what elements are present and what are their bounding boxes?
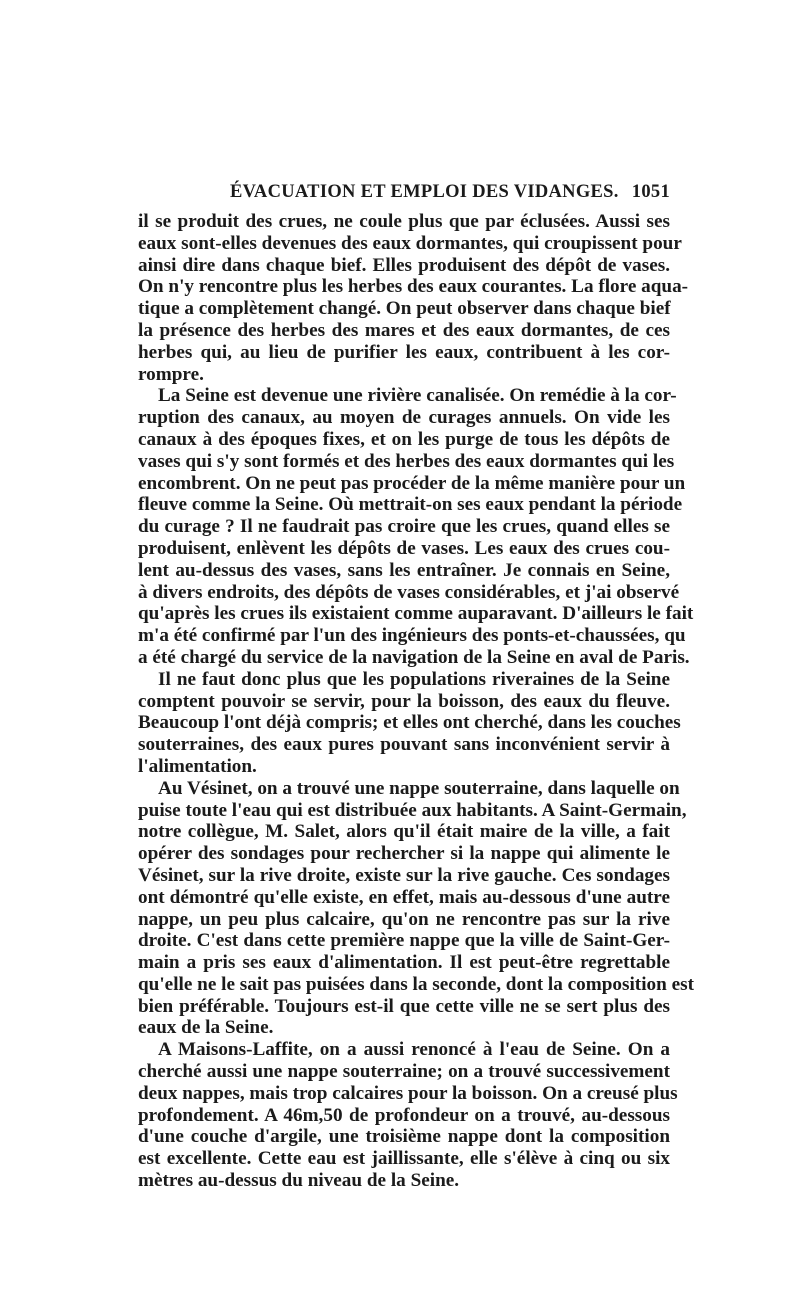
text-line: mètres au-dessus du niveau de la Seine. [138,1170,460,1192]
text-line: eaux de la Seine. [138,1017,274,1039]
text-line: Beaucoup l'ont déjà compris; et elles ont cherché, dans les couches [138,712,681,734]
paragraph [138,1039,678,1192]
text-line: herbes qui, au lieu de purifier les eaux, contribuent à les cor- [138,341,670,363]
text-line: du curage ? Il ne faudrait pas croire que les crues, quand elles se [138,516,670,538]
text-line: ont démontré qu'elle existe, en effet, mais au-dessous d'une autre [138,886,670,908]
text-line: fleuve comme la Seine. Où mettrait-on ses eaux pendant la période [138,494,683,516]
text-line: rompre. [138,363,204,385]
text-line: il se produit des crues, ne coule plus que par éclusées. Aussi ses [138,211,670,232]
text-line: Il ne faut donc plus que les populations riveraines de la Seine [158,668,670,690]
text-line: Au Vésinet, on a trouvé une nappe souterraine, dans laquelle on [158,777,680,799]
text-line: vases qui s'y sont formés et des herbes des eaux dormantes qui les [138,450,675,472]
text-line: encombrent. On ne peut pas procéder de la même manière pour un [138,472,686,494]
paragraph [138,385,694,668]
text-line: qu'elle ne le sait pas puisées dans la seconde, dont la composition est [138,973,694,995]
body-text [138,211,694,1192]
paragraph [138,211,689,385]
text-line: deux nappes, mais trop calcaires pour la boisson. On a creusé plus [138,1082,678,1104]
running-header [138,178,670,208]
text-line: Vésinet, sur la rive droite, existe sur la rive gauche. Ces sondages [138,864,670,886]
text-line: ainsi dire dans chaque bief. Elles produisent des dépôt de vases. [138,254,670,276]
paragraph [138,668,681,778]
text-line: eaux sont-elles devenues des eaux dormantes, qui croupissent pour [138,232,682,254]
text-line: bien préférable. Toujours est-il que cette ville ne se sert plus des [138,995,670,1017]
text-line: qu'après les crues ils existaient comme auparavant. D'ailleurs le fait [138,603,694,625]
text-line: souterraines, des eaux pures pouvant sans inconvénient servir à [138,734,670,756]
text-line: comptent pouvoir se servir, pour la boisson, des eaux du fleuve. [138,690,670,712]
text-line: profondement. A 46m,50 de profondeur on a trouvé, au-dessous [138,1104,670,1126]
text-line: la présence des herbes des mares et des eaux dormantes, de ces [138,319,670,341]
text-line: tique a complètement changé. On peut observer dans chaque bief [138,298,671,320]
text-line: l'alimentation. [138,755,257,777]
paragraph [138,777,694,1040]
running-title: ÉVACUATION ET EMPLOI DES VIDANGES. [230,182,619,202]
page-number: 1051 [631,182,670,202]
text-line: main a pris ses eaux d'alimentation. Il est peut-être regrettable [138,952,670,974]
text-line: droite. C'est dans cette première nappe que la ville de Saint-Ger- [138,930,670,952]
text-line: ruption des canaux, au moyen de curages annuels. On vide les [138,407,670,429]
text-line: opérer des sondages pour rechercher si la nappe qui alimente le [138,843,670,865]
text-line: canaux à des époques fixes, et on les purge de tous les dépôts de [138,428,670,450]
text-line: nappe, un peu plus calcaire, qu'on ne rencontre pas sur la rive [138,908,670,930]
text-line: puise toute l'eau qui est distribuée aux habitants. A Saint-Germain, [138,799,687,821]
text-line: La Seine est devenue une rivière canalisée. On remédie à la cor- [158,385,677,407]
text-line: produisent, enlèvent les dépôts de vases. Les eaux des crues cou- [138,537,670,559]
text-line: est excellente. Cette eau est jaillissante, elle s'élève à cinq ou six [138,1148,670,1170]
text-line: On n'y rencontre plus les herbes des eaux courantes. La flore aqua- [138,276,689,298]
text-line: a été chargé du service de la navigation de la Seine en aval de Paris. [138,646,690,668]
text-line: d'une couche d'argile, une troisième nappe dont la composition [138,1126,670,1148]
text-line: notre collègue, M. Salet, alors qu'il était maire de la ville, a fait [138,821,670,843]
text-line: à divers endroits, des dépôts de vases considérables, et j'ai observé [138,581,680,603]
text-line: m'a été confirmé par l'un des ingénieurs des ponts-et-chaussées, qu [138,625,686,647]
text-line: cherché aussi une nappe souterraine; on a trouvé successivement [138,1061,670,1083]
text-line: lent au-dessus des vases, sans les entraîner. Je connais en Seine, [138,559,670,581]
text-line: A Maisons-Laffite, on a aussi renoncé à l'eau de Seine. On a [158,1039,670,1061]
